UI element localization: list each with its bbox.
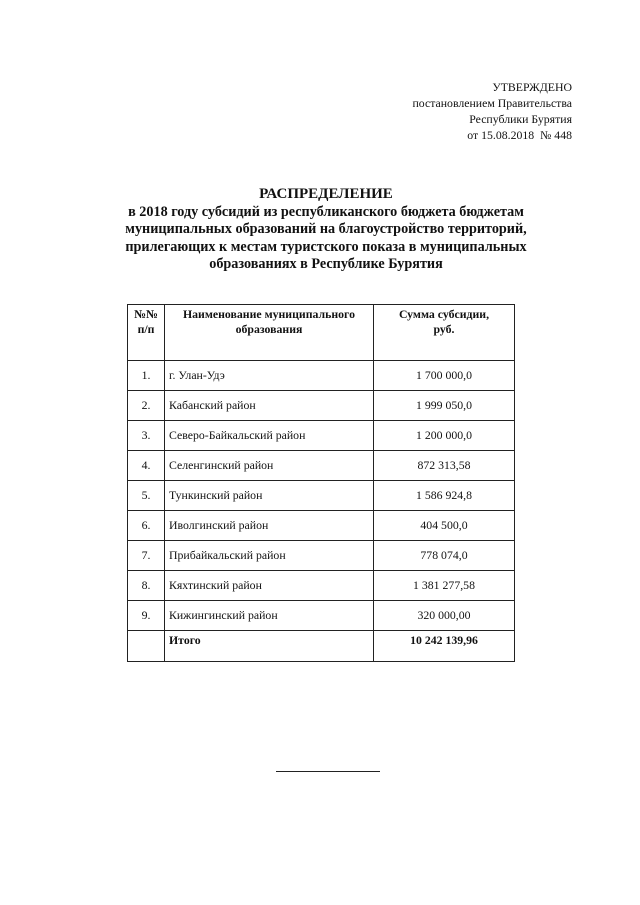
row-name: Иволгинский район [165,511,374,541]
table-row [128,451,515,481]
row-name: Кижингинский район [165,601,374,631]
title-line-3: прилегающих к местам туристского показа в муниципальных [125,238,527,255]
header-number-line2: п/п [137,322,155,336]
row-name: Северо-Байкальский район [165,421,374,451]
row-number: 2. [128,391,165,421]
document-title [100,186,552,274]
header-sum-line2: руб. [433,322,455,336]
table-header-row [128,305,515,361]
row-number: 1. [128,361,165,391]
header-sum [374,305,515,361]
row-sum: 1 586 924,8 [374,481,515,511]
table-row [128,511,515,541]
table-row [128,481,515,511]
row-number: 4. [128,451,165,481]
approval-stamp [412,79,572,143]
row-name: Кяхтинский район [165,571,374,601]
title-line-2: муниципальных образований на благоустройство территорий, [125,221,527,237]
row-sum: 1 700 000,0 [374,361,515,391]
row-name: Селенгинский район [165,451,374,481]
row-name: Прибайкальский район [165,541,374,571]
row-name: г. Улан-Удэ [165,361,374,391]
approval-label: УТВЕРЖДЕНО [492,80,572,94]
row-sum: 1 200 000,0 [374,421,515,451]
table-row [128,421,515,451]
table-row [128,361,515,391]
table-row [128,541,515,571]
header-sum-line1: Сумма субсидии, [398,307,490,321]
row-name: Кабанский район [165,391,374,421]
total-label: Итого [165,631,374,662]
header-number-line1: №№ [134,307,158,321]
row-sum: 1 999 050,0 [374,391,515,421]
header-name-line1: Наименование муниципального [182,307,356,321]
row-number: 6. [128,511,165,541]
total-sum: 10 242 139,96 [374,631,515,662]
row-number: 9. [128,601,165,631]
header-number [128,305,165,361]
total-number-cell [128,631,165,662]
table-total-row [128,631,515,662]
table-row [128,601,515,631]
title-heading: РАСПРЕДЕЛЕНИЕ [259,186,393,202]
title-line-1: в 2018 году субсидий из республиканского бюджета бюджетам [128,203,524,220]
header-name [165,305,374,361]
title-line-4: образованиях в Республике Бурятия [209,256,443,272]
row-sum: 404 500,0 [374,511,515,541]
subsidy-table [127,304,515,662]
approval-resolution: постановлением Правительства [412,96,572,110]
row-number: 3. [128,421,165,451]
table-row [128,571,515,601]
row-number: 7. [128,541,165,571]
end-separator-line [276,771,380,772]
row-sum: 778 074,0 [374,541,515,571]
header-name-line2: образования [235,322,303,336]
table-row [128,391,515,421]
approval-date-number: от 15.08.2018 № 448 [467,128,572,142]
row-number: 8. [128,571,165,601]
row-sum: 872 313,58 [374,451,515,481]
row-sum: 320 000,00 [374,601,515,631]
row-name: Тункинский район [165,481,374,511]
row-sum: 1 381 277,58 [374,571,515,601]
approval-republic: Республики Бурятия [469,112,572,126]
row-number: 5. [128,481,165,511]
